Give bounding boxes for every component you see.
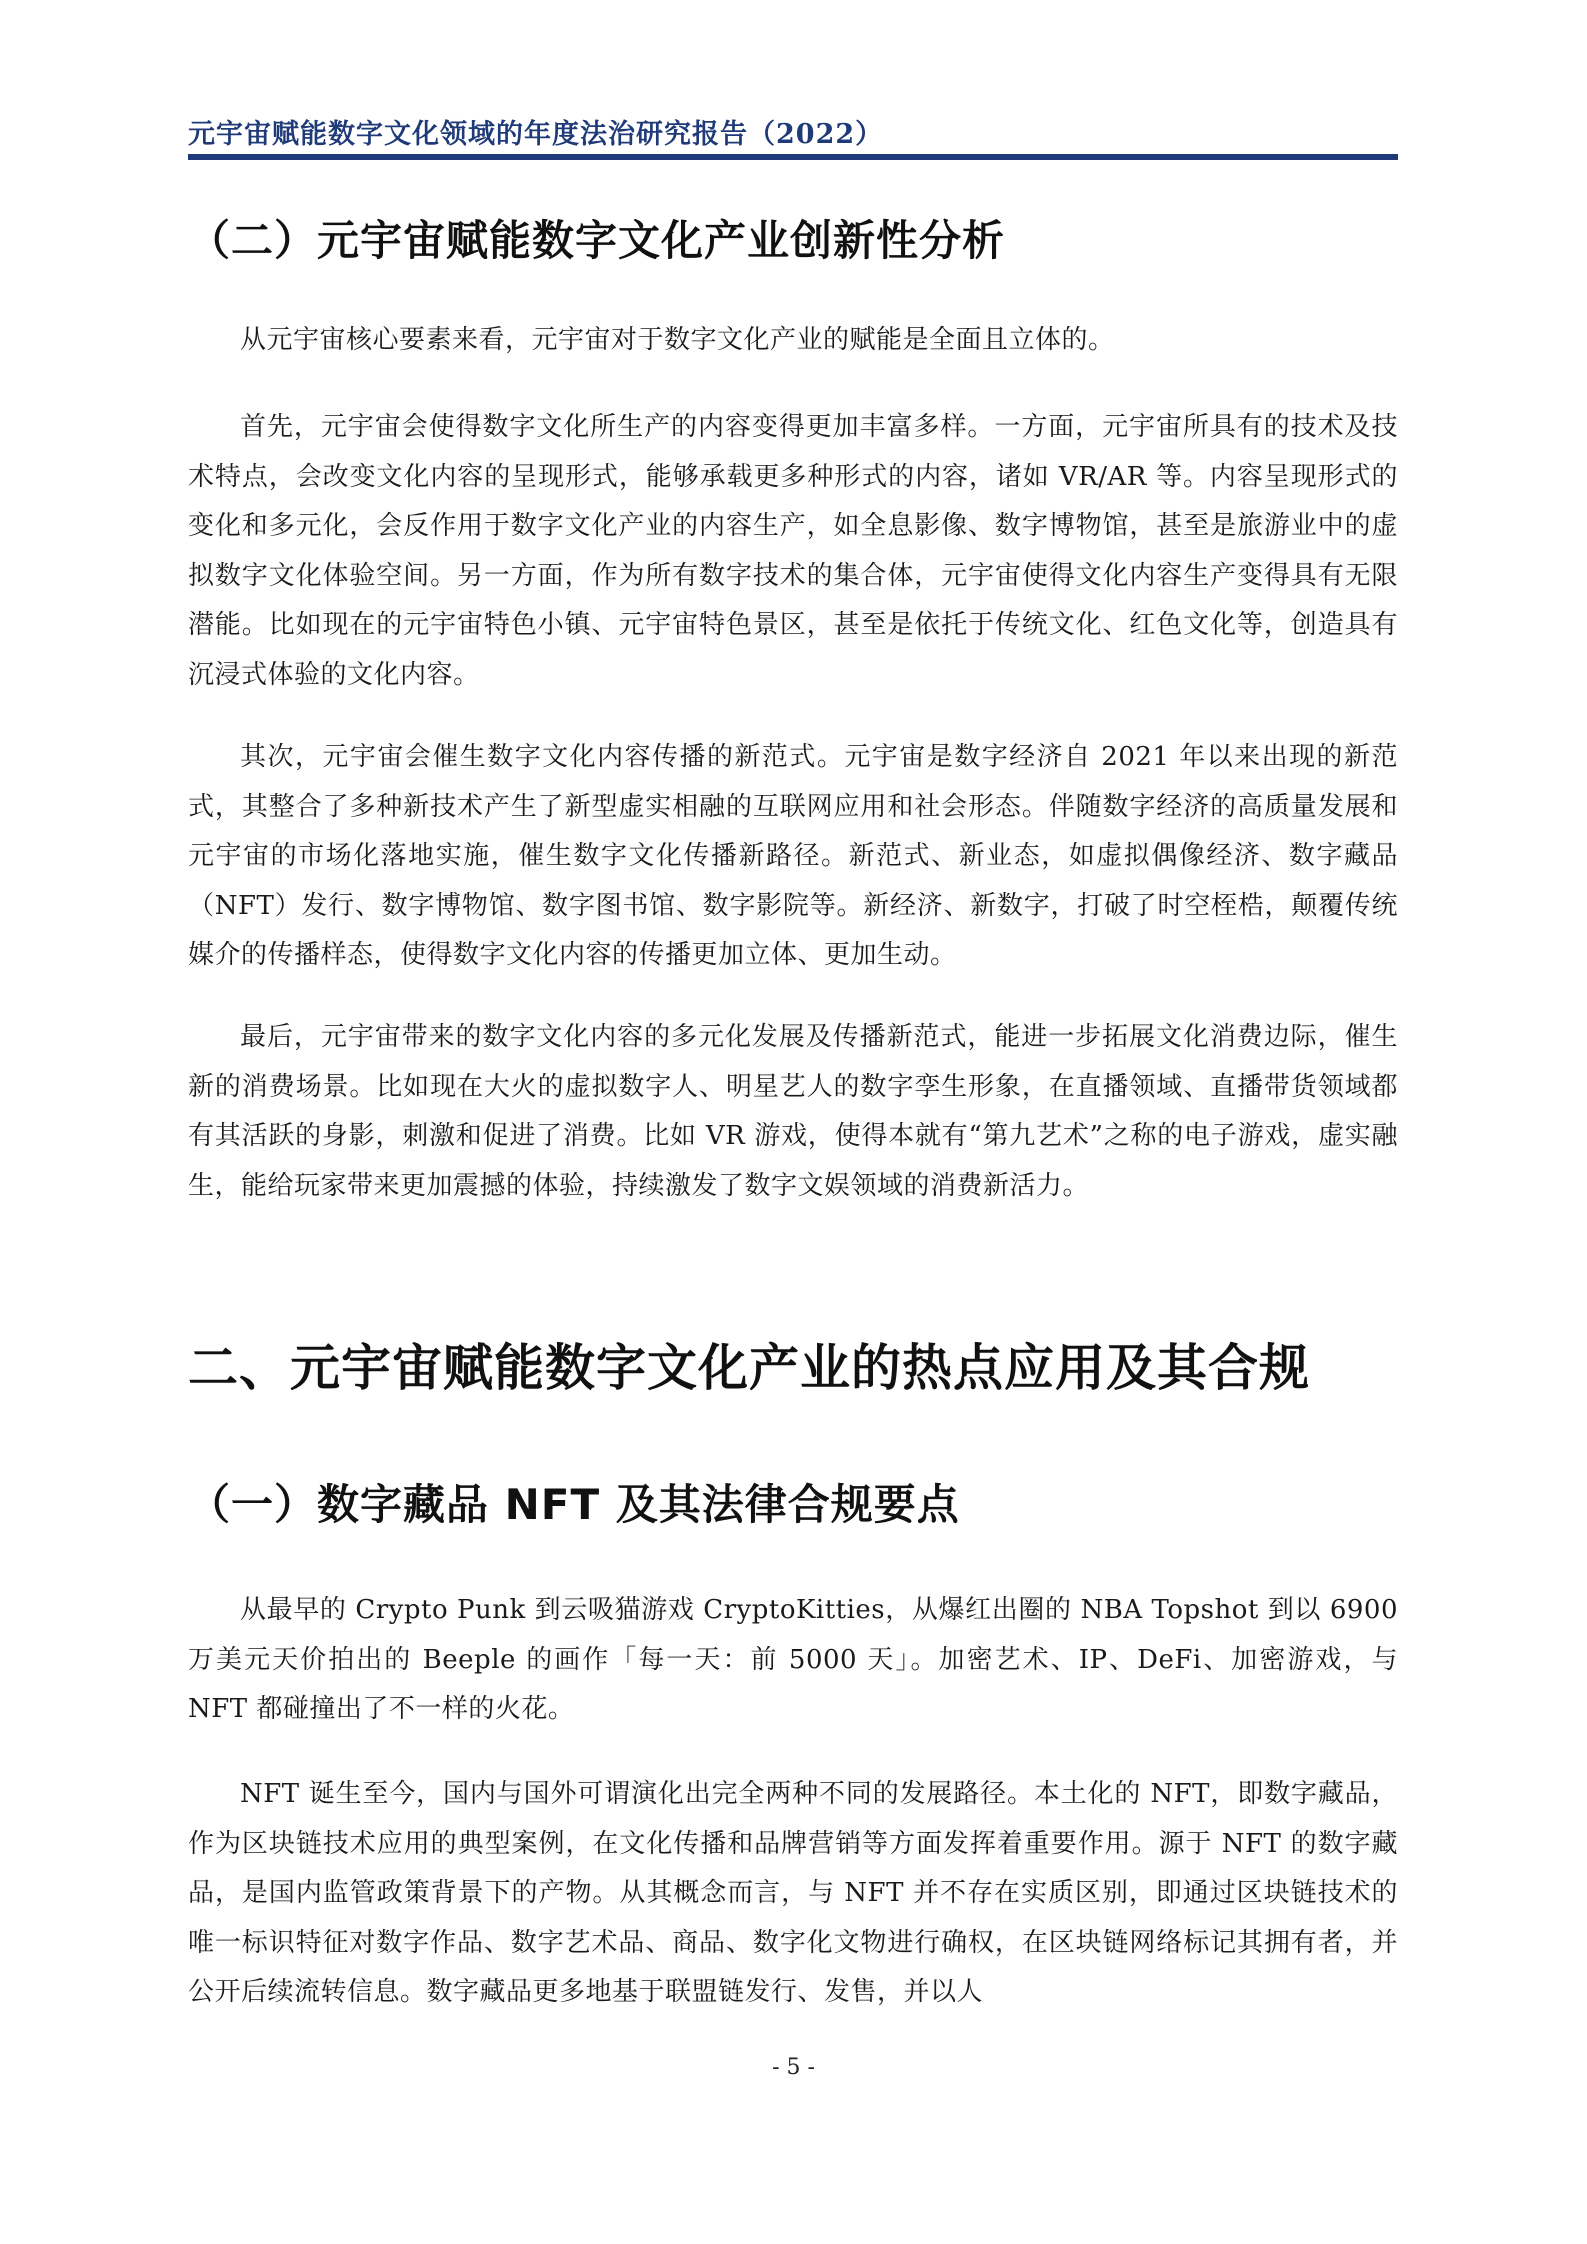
paragraph-intro: 从元宇宙核心要素来看，元宇宙对于数字文化产业的赋能是全面且立体的。 [240,325,1115,355]
paragraph-nft-history: 从最早的 Crypto Punk 到云吸猫游戏 CryptoKitties，从爆红出圈的 NBA Topshot 到以 6900 万美元天价拍出的 Beeple 的画作「每一天：前 5000 天」。加密艺术、IP、DeFi、加密游戏，与 NFT 都碰撞出了不一样的火花。 [188,1595,1398,1724]
section-heading-innovation-analysis: （二）元宇宙赋能数字文化产业创新性分析 [188,216,1006,265]
paragraph-first: 首先，元宇宙会使得数字文化所生产的内容变得更加丰富多样。一方面，元宇宙所具有的技术及技术特点，会改变文化内容的呈现形式，能够承载更多种形式的内容，诸如 VR/AR 等。内容呈现形式的变化和多元化，会反作用于数字文化产业的内容生产，如全息影像、数字博物馆，甚至是旅游业中的虚拟数字文化体验空间。另一方面，作为所有数字技术的集合体，元宇宙使得文化内容生产变得具有无限潜能。比如现在的元宇宙特色小镇、元宇宙特色景区，甚至是依托于传统文化、红色文化等，创造具有沉浸式体验的文化内容。 [188,412,1398,690]
running-header: 元宇宙赋能数字文化领域的年度法治研究报告（2022） [188,119,884,150]
paragraph-nft-development: NFT 诞生至今，国内与国外可谓演化出完全两种不同的发展路径。本土化的 NFT，即数字藏品，作为区块链技术应用的典型案例，在文化传播和品牌营销等方面发挥着重要作用。源于 NFT 的数字藏品，是国内监管政策背景下的产物。从其概念而言，与 NFT 并不存在实质区别，即通过区块链技术的唯一标识特征对数字作品、数字艺术品、商品、数字化文物进行确权，在区块链网络标记其拥有者，并公开后续流转信息。数字藏品更多地基于联盟链发行、发售，并以人 [188,1779,1398,2007]
header-rule [188,154,1398,160]
chapter-heading-hot-applications: 二、元宇宙赋能数字文化产业的热点应用及其合规 [188,1339,1310,1397]
paragraph-last: 最后，元宇宙带来的数字文化内容的多元化发展及传播新范式，能进一步拓展文化消费边际，催生新的消费场景。比如现在大火的虚拟数字人、明星艺人的数字孪生形象，在直播领域、直播带货领域都有其活跃的身影，刺激和促进了消费。比如 VR 游戏，使得本就有“第九艺术”之称的电子游戏，虚实融生，能给玩家带来更加震撼的体验，持续激发了数字文娱领域的消费新活力。 [188,1022,1398,1201]
page-number: - 5 - [772,2055,815,2080]
paragraph-second: 其次，元宇宙会催生数字文化内容传播的新范式。元宇宙是数字经济自 2021 年以来出现的新范式，其整合了多种新技术产生了新型虚实相融的互联网应用和社会形态。伴随数字经济的高质量发展和元宇宙的市场化落地实施，催生数字文化传播新路径。新范式、新业态，如虚拟偶像经济、数字藏品（NFT）发行、数字博物馆、数字图书馆、数字影院等。新经济、新数字，打破了时空桎梏，颠覆传统媒介的传播样态，使得数字文化内容的传播更加立体、更加生动。 [188,742,1398,970]
section-heading-nft: （一）数字藏品 NFT 及其法律合规要点 [188,1480,960,1529]
